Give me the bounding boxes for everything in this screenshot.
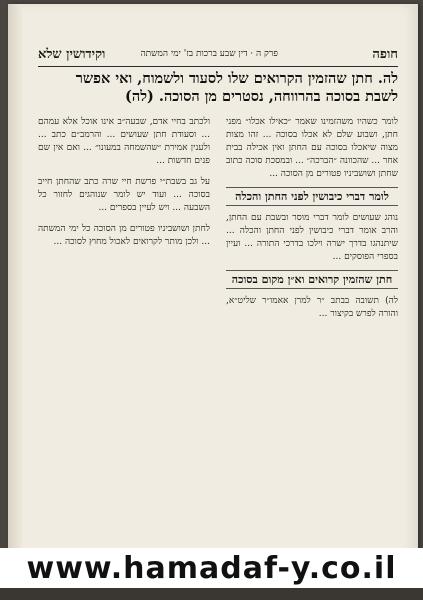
bottom-edge	[0, 588, 423, 600]
page-title: וקידושין שלא	[38, 47, 106, 62]
header-subtitle: פרק ה · דין שבע ברכות בז' ימי המשתה	[140, 49, 278, 59]
paragraph: לומר כשהיו משהזמינו שאמר ״כאילו אכלו״ מפני חתן, ושבוע שלם לא אכלו בסוכה ... זהו מצות מצוה שיאכלו בסוכה עם החתן ואין אכילה בבית אחר ... שהכוונה ״הברכה״ ... ובמסכת סוכה כתוב שחתן ושושביניו פטורים מן הסוכה ...	[226, 117, 398, 179]
text-columns	[38, 116, 398, 546]
page-header	[38, 46, 398, 66]
page-gutter	[8, 4, 22, 594]
running-title: חופה	[372, 47, 398, 62]
website-watermark: www.hamadaf-y.co.il	[0, 548, 423, 588]
paragraph: נוהג שעושים לומר דברי מוסר ובשבת עם החתן, והרב אומר דברי כיבושין לפני החתן והכלה ... שיתנהגו בדרך ישרה וילכו בדרכי התורה ... ועיין בספרי הפוסקים ...	[226, 213, 398, 262]
header-divider	[38, 66, 398, 67]
subheading: לומר דברי כיבושין לפני החתן והכלה	[226, 187, 398, 206]
paragraph: ולכתב בחיי אדם, שבעה״ב אינו אוכל אלא עמהם ... וסעודת חתן שעושים ... והרמב״ם כתב ... ולענין אמירת ״שהשמחה במעונו״ ... ואם אין שם פנים חדשות ...	[38, 117, 210, 166]
paragraph: לחתן ושושביניו פטורים מן הסוכה כל ימי המשתה ... ולכן מותר לקרואים לאכול מחוץ לסוכה ...	[38, 224, 210, 247]
book-page	[8, 4, 418, 594]
right-column	[226, 116, 398, 546]
paragraph: לה) תשובה בבתב ״ר למרן אאמו״ר שליט״א, והורה לפרש בקיצור ...	[226, 296, 398, 319]
left-column	[38, 116, 210, 546]
paragraph: על גב בשבת״י פרשת חיי שרה כתב שהחתן חייב בסוכה ... ועוד יש לומר שנוהגים לחזור כל השבעה ... ויש לעיין בספרים ...	[38, 177, 210, 213]
section-title: לה. חתן שהזמין הקרואים שלו לסעוד ולשמוח, ואי אפשר לשבת בסוכה בהרווחה, נסטרים מן הסוכה. (לה)	[75, 70, 398, 105]
subheading: חתן שהזמין קרואים וא״ן מקום בסוכה	[226, 270, 398, 289]
